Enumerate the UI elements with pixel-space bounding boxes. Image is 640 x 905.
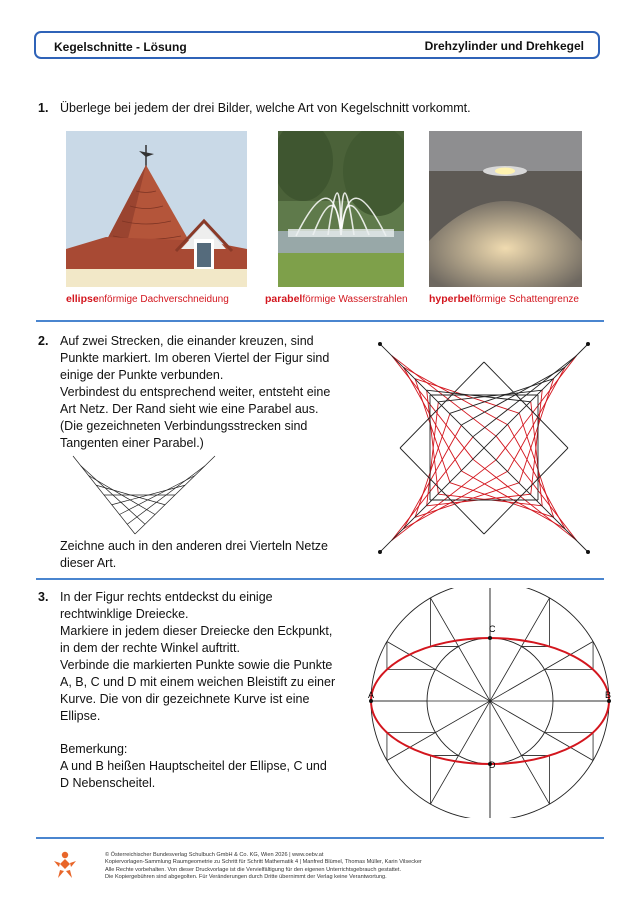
label-b: B [605, 690, 612, 700]
photo-roof [66, 131, 247, 287]
header-title: Kegelschnitte - Lösung [54, 40, 187, 54]
task2-number: 2. [38, 334, 49, 348]
parabola-star-figure [370, 340, 600, 560]
small-parabola-net [65, 452, 225, 542]
task2-instruction: Zeichne auch in den anderen drei Vierteln Netze dieser Art. [60, 539, 328, 570]
page-header [34, 31, 600, 59]
header-topic: Drehzylinder und Drehkegel [424, 39, 584, 53]
divider-3 [36, 837, 604, 839]
label-c: C [489, 624, 496, 634]
caption-parabola: parabelförmige Wasserstrahlen [265, 293, 408, 305]
photo-lamp [429, 131, 582, 287]
label-a: A [368, 690, 375, 700]
divider-1 [36, 320, 604, 322]
caption-hyperbola: hyperbelförmige Schattengrenze [429, 293, 579, 305]
footer-text: © Österreichischer Bundesverlag Schulbuch GmbH & Co. KG, Wien 2026 | www.oebv.at Kopiervorlagen-Sammlung Raumgeometrie zu Schritt für Schritt Mathematik 4 | Manfred Blümel, Thomas Müller, Karin Vilsecker Alle Rechte vorbehalten. Von dieser Druckvorlage ist die Vervielfältigung für den eigenen Unterrichtsgebrauch gestattet. Die Kopiergebühren sind abgegolten. Für Veränderungen durch Dritte übernimmt der Verlag keine Verantwortung. [105, 852, 422, 880]
task1-text: Überlege bei jedem der drei Bilder, welche Art von Kegelschnitt vorkommt. [60, 101, 471, 115]
ellipse-construction [365, 588, 615, 818]
divider-2 [36, 578, 604, 580]
task3-text: In der Figur rechts entdeckst du einige rechtwinklige Dreiecke. Markiere in jedem dieser Dreiecke den Eckpunkt, in dem der rechte Winkel auftritt. Verbinde die markierten Punkte sowie die Punkte A, B, C und D mit einem weichen Bleistift zu einer Kurve. Die von dir gezeichnete Kurve ist eine Ellipse. [60, 590, 336, 723]
photo-fountain [278, 131, 404, 287]
task1-number: 1. [38, 101, 49, 115]
task2-text: Auf zwei Strecken, die einander kreuzen, sind Punkte markiert. Im oberen Viertel der Figur sind einige der Punkte verbunden. Verbindest du entsprechend weiter, entsteht eine Art Netz. Der Rand sieht wie eine Parabel aus. (Die gezeichneten Verbindungsstrecken sind Tangenten einer Parabel.) [60, 334, 331, 450]
caption-ellipse: ellipsenförmige Dachverschneidung [66, 293, 229, 305]
task3-number: 3. [38, 590, 49, 604]
label-d: D [489, 760, 496, 770]
publisher-logo-icon [52, 850, 78, 880]
task3-remark: Bemerkung: A und B heißen Hauptscheitel der Ellipse, C und D Nebenscheitel. [60, 742, 327, 790]
